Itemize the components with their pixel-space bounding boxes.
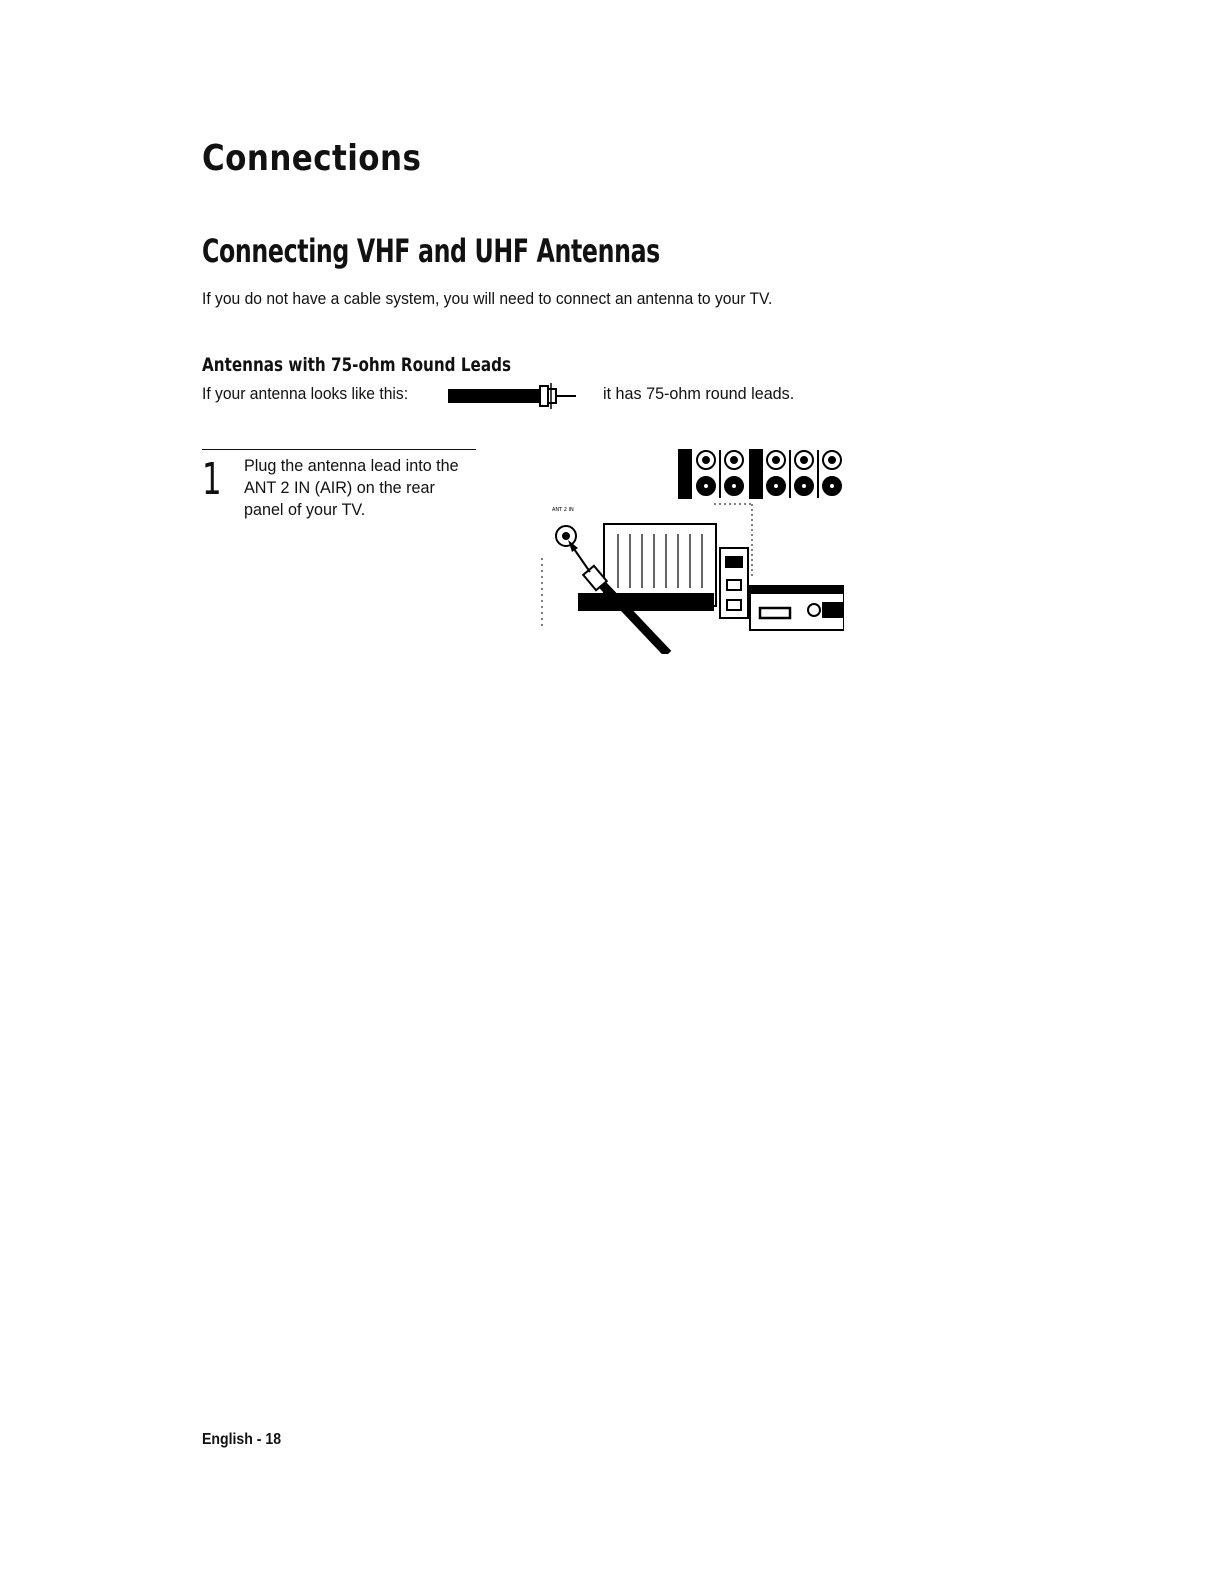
antenna-lead-text: If your antenna looks like this: — [202, 384, 409, 403]
svg-text:ANT 2 IN: ANT 2 IN — [552, 507, 574, 513]
intro-paragraph: If you do not have a cable system, you will need to connect an antenna to your TV. — [202, 289, 773, 308]
page-number: English - 18 — [202, 1431, 282, 1448]
antenna-lead-suffix: it has 75-ohm round leads. — [603, 384, 795, 403]
subsection-heading: Antennas with 75-ohm Round Leads — [202, 354, 512, 376]
chapter-title: Connections — [202, 138, 422, 179]
tv-rear-panel-illustration — [538, 448, 844, 659]
step-instruction: Plug the antenna lead into the ANT 2 IN (AIR) on the rear panel of your TV. — [244, 456, 459, 519]
step-number: 1 — [202, 454, 222, 505]
section-title: Connecting VHF and UHF Antennas — [202, 232, 660, 270]
step-divider — [202, 449, 476, 450]
coaxial-cable-icon — [448, 383, 578, 414]
